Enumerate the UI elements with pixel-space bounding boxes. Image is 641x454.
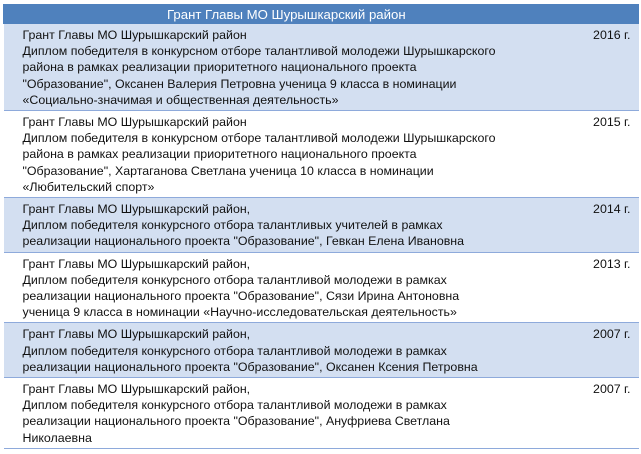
table-header-row <box>4 5 639 24</box>
award-line: "Образование", Оксанен Валерия Петровна ученица 9 класса в номинации <box>22 76 457 91</box>
award-line: Диплом победителя в конкурсном отборе талантливой молодежи Шурышкарского <box>22 131 496 146</box>
award-line: ученица 9 класса в номинации «Научно-исследовательская деятельность» <box>22 305 457 320</box>
award-line: Диплом победителя конкурсного отбора талантливой молодежи в рамках <box>22 272 447 287</box>
award-line: Грант Главы МО Шурышкарский район, <box>22 382 251 397</box>
table-row <box>4 24 639 111</box>
awards-table <box>3 4 639 449</box>
award-line: «Социально-значимая и общественная деятельность» <box>22 92 339 107</box>
award-year: 2015 г. <box>564 111 639 198</box>
award-year: 2007 г. <box>564 378 639 449</box>
award-year: 2007 г. <box>564 323 639 378</box>
award-description <box>4 252 564 323</box>
award-line: Грант Главы МО Шурышкарский район, <box>22 202 251 217</box>
award-line: Грант Главы МО Шурышкарский район, <box>22 327 251 342</box>
award-line: Грант Главы МО Шурышкарский район <box>22 28 247 42</box>
award-line: района в рамках реализации приоритетного национального проекта <box>22 60 417 75</box>
award-description <box>4 378 564 449</box>
award-line: реализации национального проекта "Образование", Гевкан Елена Ивановна <box>22 234 465 249</box>
award-year: 2014 г. <box>564 198 639 253</box>
award-line: реализации национального проекта "Образование", Ануфриева Светлана <box>22 414 450 429</box>
award-line: Диплом победителя конкурсного отбора талантливых учителей в рамках <box>22 218 443 233</box>
table-row <box>4 378 639 449</box>
award-year: 2013 г. <box>564 252 639 323</box>
award-year: 2016 г. <box>564 24 639 111</box>
award-description <box>4 323 564 378</box>
table-row <box>4 252 639 323</box>
award-line: реализации национального проекта "Образование", Сязи Ирина Антоновна <box>22 289 460 304</box>
table-title: Грант Главы МО Шурышкарский район <box>4 5 639 24</box>
award-line: Диплом победителя в конкурсном отборе талантливой молодежи Шурышкарского <box>22 44 496 59</box>
award-line: «Любительский спорт» <box>22 179 155 194</box>
award-line: Грант Главы МО Шурышкарский район <box>22 115 247 130</box>
award-description <box>4 24 564 111</box>
award-line: Грант Главы МО Шурышкарский район, <box>22 256 251 271</box>
award-line: "Образование", Хартаганова Светлана ученица 10 класса в номинации <box>22 163 434 178</box>
award-line: Диплом победителя конкурсного отбора талантливой молодежи в рамках <box>22 343 447 358</box>
table-row <box>4 198 639 253</box>
award-line: района в рамках реализации приоритетного национального проекта <box>22 147 417 162</box>
table-row <box>4 323 639 378</box>
award-line: Диплом победителя конкурсного отбора талантливой молодежи в рамках <box>22 398 447 413</box>
award-description <box>4 198 564 253</box>
award-line: Николаевна <box>22 430 92 445</box>
table-row <box>4 111 639 198</box>
award-description <box>4 111 564 198</box>
award-line: реализации национального проекта "Образование", Оксанен Ксения Петровна <box>22 359 478 374</box>
